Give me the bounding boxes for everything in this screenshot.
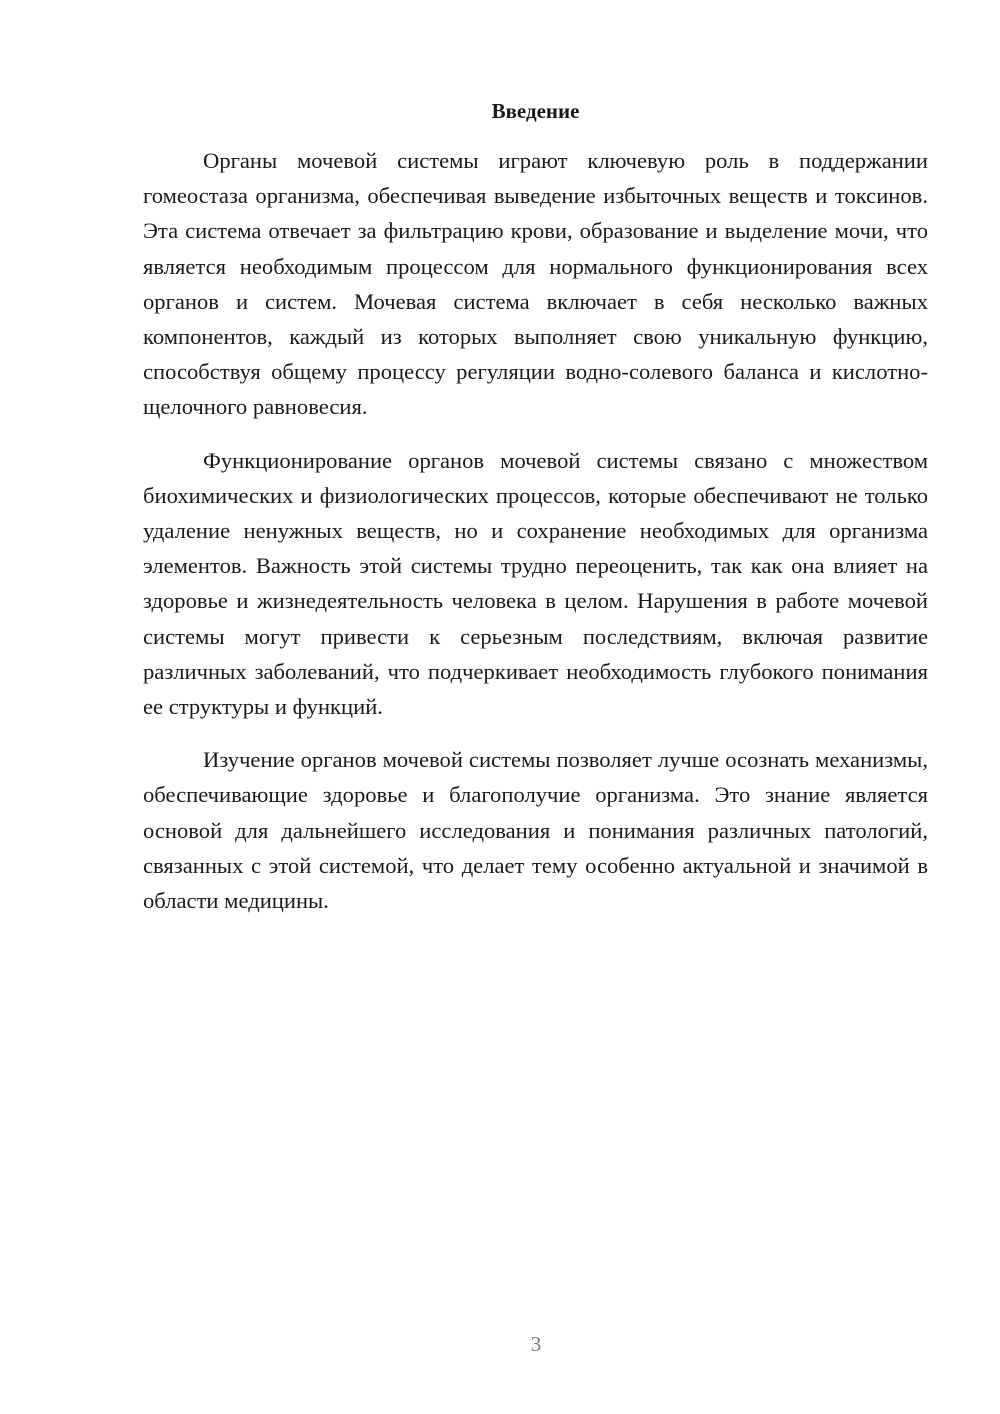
section-heading: Введение	[491, 99, 580, 123]
body-text	[143, 143, 928, 936]
paragraph-2: Функционирование органов мочевой системы связано с множеством биохимических и физиологических процессов, которые обеспечивают не только удаление ненужных веществ, но и сохранение необходимых для организма элементов. Важность этой системы трудно переоценить, так как она влияет на здоровье и жизнедеятельность человека в целом. Нарушения в работе мочевой системы могут привести к серьезным последствиям, включая развитие различных заболеваний, что подчеркивает необходимость глубокого понимания ее структуры и функций.	[143, 447, 928, 720]
paragraph-1: Органы мочевой системы играют ключевую роль в поддержании гомеостаза организма, обеспечивая выведение избыточных веществ и токсинов. Эта система отвечает за фильтрацию крови, образование и выделение мочи, что является необходимым процессом для нормального функционирования всех органов и систем. Мочевая система включает в себя несколько важных компонентов, каждый из которых выполняет свою уникальную функцию, способствуя общему процессу регуляции водно-солевого баланса и кислотно-щелочного равновесия.	[143, 148, 928, 420]
page-number: 3	[530, 1332, 542, 1356]
paragraph-3: Изучение органов мочевой системы позволяет лучше осознать механизмы, обеспечивающие здоровье и благополучие организма. Это знание является основой для дальнейшего исследования и понимания различных патологий, связанных с этой системой, что делает тему особенно актуальной и значимой в области медицины.	[143, 747, 928, 914]
